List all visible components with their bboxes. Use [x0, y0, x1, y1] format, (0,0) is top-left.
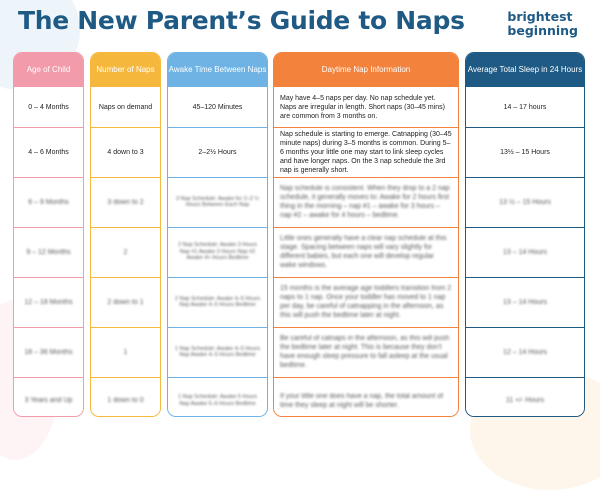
table-cell-age: 4 – 6 Months [28, 148, 69, 156]
logo-line-1: brightest [507, 9, 573, 24]
column-awake [167, 52, 268, 417]
table-cell-awake: 2 Nap Schedule: Awake 4–5 Hours Nap Awake 4–5 Hours Bedtime [174, 295, 261, 308]
table-cell-info: Be careful of catnaps in the afternoon, as this will push the bedtime later at night. This is because they don’t have enough sleep pressure to fall asleep at the usual bedtime. [280, 335, 450, 369]
table-cell-sleep: 13½ – 15 Hours [500, 148, 550, 156]
table-cell-sleep: 14 – 17 hours [503, 103, 547, 111]
column-age [13, 52, 84, 417]
column-header-age: Age of Child [14, 53, 83, 87]
column-header-info: Daytime Nap Information [274, 53, 458, 87]
table-cell-sleep: 12 – 14 Hours [503, 348, 547, 356]
table-cell-age: 3 Years and Up [24, 397, 73, 404]
table-cell-naps: Naps on demand [98, 103, 153, 111]
table-cell-sleep: 13 – 14 Hours [503, 298, 547, 306]
table-cell-naps: 1 [123, 348, 128, 356]
column-sleep [465, 52, 585, 417]
table-cell-info: Nap schedule is consistent. When they drop to a 2 nap schedule, it generally moves to: Awake for 2 hours first thing in the morning – nap #1 – awake for 3 hours – nap #2 – awake for 4 hours – bedtime. [280, 185, 450, 219]
column-body-naps [91, 87, 160, 416]
column-naps [90, 52, 161, 417]
table-cell-naps: 1 down to 0 [107, 397, 144, 404]
logo-line-2: beginning [507, 23, 578, 38]
table-cell-sleep: 13 – 14 Hours [503, 248, 547, 256]
column-body-info [274, 87, 458, 416]
table-cell-awake: 2 Nap Schedule: Awake 3 Hours Nap #1 Awake 3 Hours Nap #2 Awake 4+ Hours Bedtime [177, 242, 258, 262]
table-cell-info: Nap schedule is starting to emerge. Catnapping (30–45 minute naps) during 3–5 months is common. During 5–6 months your little one may start to link sleep cycles and have longer naps. On the 3 nap schedule the 3rd nap is generally short. [280, 130, 452, 174]
table-cell-age: 0 – 4 Months [28, 103, 69, 111]
table-cell-sleep: 13 ½ – 15 Hours [499, 198, 551, 206]
table-cell-age: 9 – 12 Months [26, 248, 71, 256]
table-cell-awake: 3 Nap Schedule: Awake for 2–2 ½ Hours Between Each Nap [175, 195, 260, 208]
table-cell-awake: 1 Nap Schedule: Awake 4–5 Hours Nap Awake 4–5 Hours Bedtime [174, 345, 261, 358]
table-cell-naps: 3 down to 2 [107, 198, 144, 206]
page-title: The New Parent’s Guide to Naps [18, 6, 465, 35]
table-cell-age: 6 – 9 Months [28, 198, 69, 206]
brand-logo [507, 10, 578, 38]
column-header-awake: Awake Time Between Naps [168, 53, 267, 87]
table-cell-awake: 45–120 Minutes [192, 103, 243, 111]
table-cell-info: May have 4–5 naps per day. No nap schedule yet. Naps are irregular in length. Short naps (30–45 mins) are common from 3 months on. [280, 94, 445, 120]
column-info [273, 52, 459, 417]
table-cell-sleep: 11 +/- Hours [505, 397, 545, 404]
table-cell-age: 12 – 18 Months [24, 298, 73, 306]
table-cell-info: Little ones generally have a clear nap schedule at this stage. Spacing between naps will vary slightly for different babies, but each one will develop regular wake windows. [280, 235, 447, 269]
table-cell-info: 15 months is the average age toddlers transition from 2 naps to 1 nap. Once your toddler has moved to 1 nap per day, be careful of catnapping in the afternoon, as this will push the bedtime later at night. [280, 285, 452, 319]
column-header-naps: Number of Naps [91, 53, 160, 87]
column-header-sleep: Average Total Sleep in 24 Hours [466, 53, 584, 87]
table-cell-awake: 1 Nap Schedule: Awake 5 Hours Nap Awake 5–6 Hours Bedtime [177, 394, 258, 407]
column-body-awake [168, 87, 267, 416]
column-body-age [14, 87, 83, 416]
table-cell-naps: 2 down to 1 [107, 298, 144, 306]
table-cell-awake: 2–2½ Hours [198, 148, 237, 156]
column-body-sleep [466, 87, 584, 416]
table-cell-info: If your little one does have a nap, the total amount of time they sleep at night will be shorter. [280, 392, 444, 409]
table-cell-naps: 4 down to 3 [107, 148, 144, 156]
table-cell-age: 18 – 36 Months [24, 348, 73, 356]
table-cell-naps: 2 [123, 248, 128, 256]
